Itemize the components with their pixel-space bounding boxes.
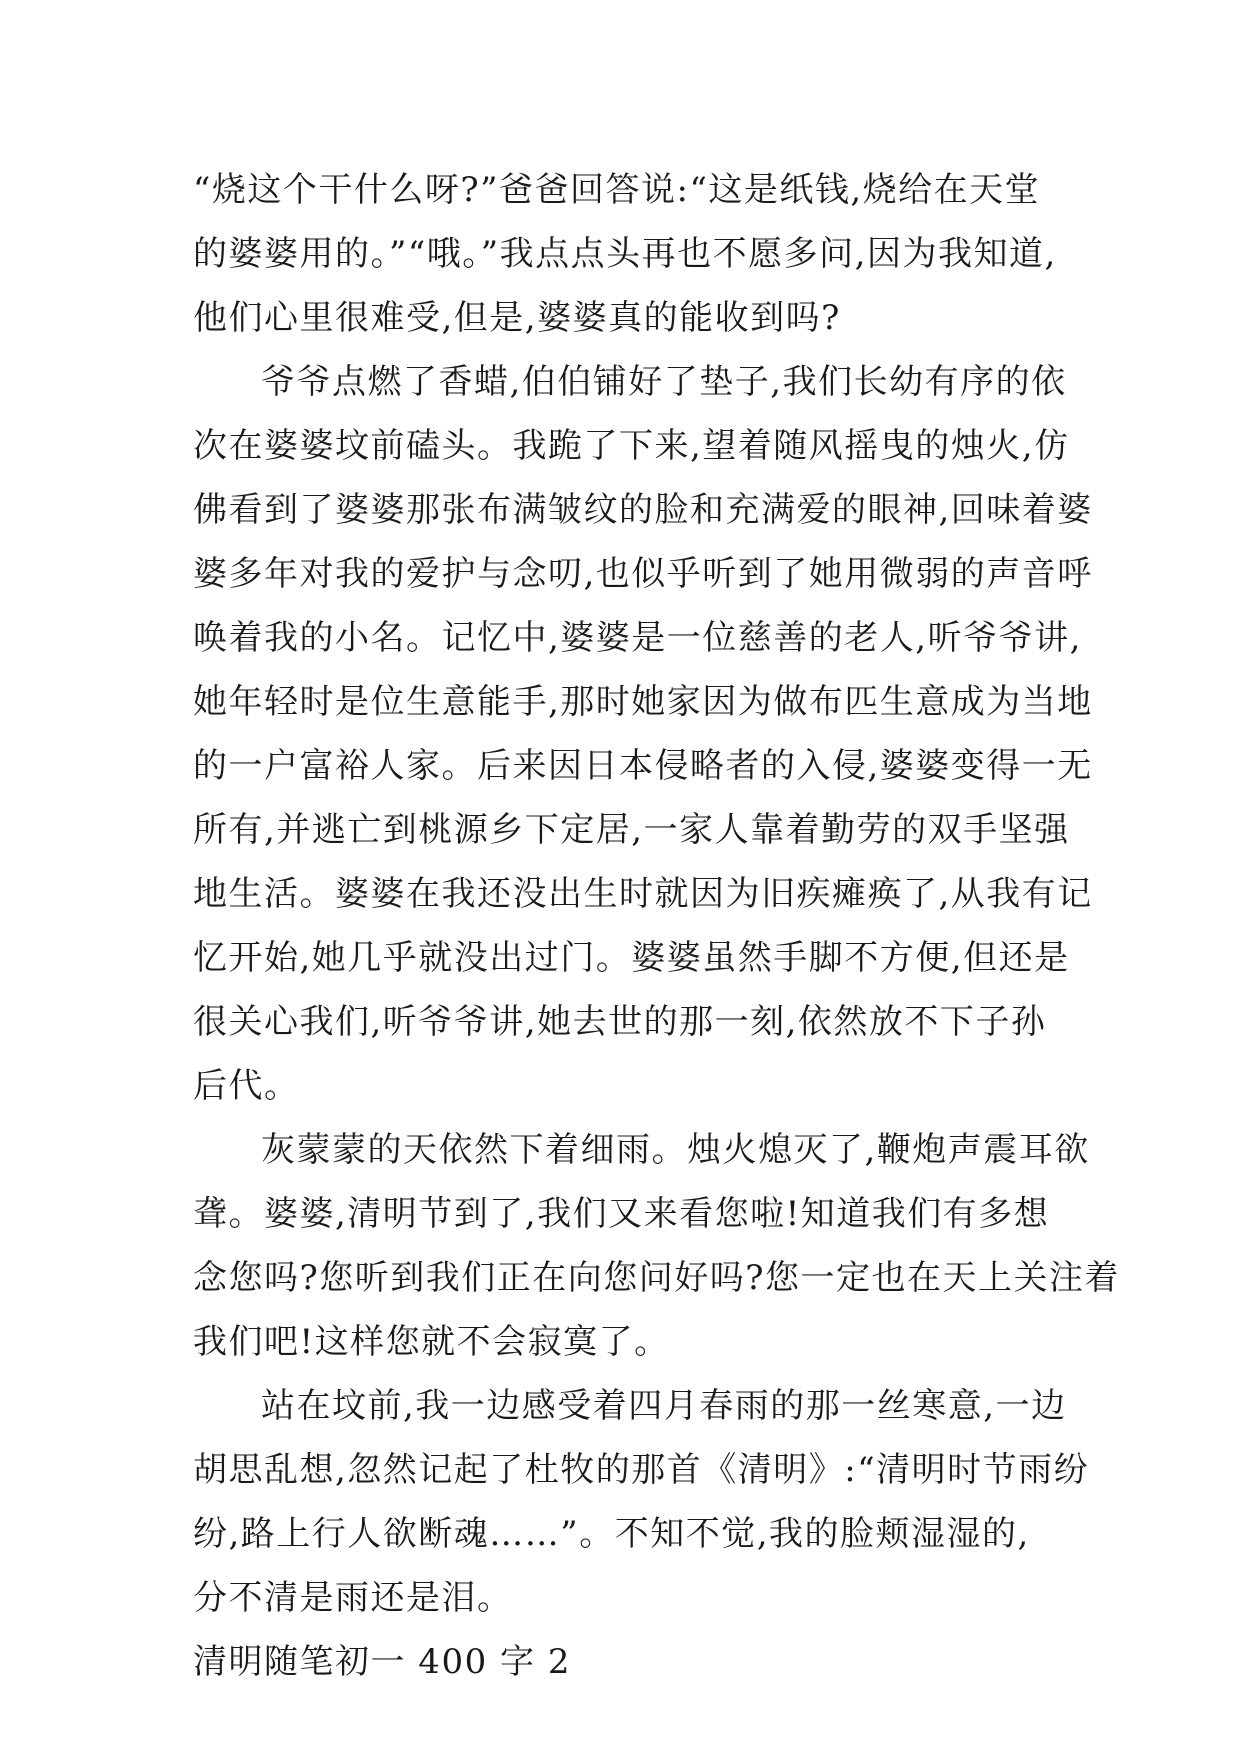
document-body <box>193 158 1120 1694</box>
section-heading: 清明随笔初一 400 字 2 <box>193 1642 571 1682</box>
text-line: 灰蒙蒙的天依然下着细雨。烛火熄灭了,鞭炮声震耳欲 <box>261 1130 1090 1170</box>
text-line: 爷爷点燃了香蜡,伯伯铺好了垫子,我们长幼有序的依 <box>261 362 1067 402</box>
text-line: 次在婆婆坟前磕头。我跪了下来,望着随风摇曳的烛火,仿 <box>193 426 1070 466</box>
text-line: “烧这个干什么呀?”爸爸回答说:“这是纸钱,烧给在天堂 <box>193 170 1041 210</box>
text-line: 佛看到了婆婆那张布满皱纹的脸和充满爱的眼神,回味着婆 <box>193 490 1093 530</box>
text-line: 念您吗?您听到我们正在向您问好吗?您一定也在天上关注着 <box>193 1258 1120 1298</box>
text-line: 的婆婆用的。”“哦。”我点点头再也不愿多问,因为我知道, <box>193 234 1057 274</box>
text-line: 我们吧!这样您就不会寂寞了。 <box>193 1322 670 1362</box>
text-line: 地生活。婆婆在我还没出生时就因为旧疾瘫痪了,从我有记 <box>193 874 1093 914</box>
text-line: 忆开始,她几乎就没出过门。婆婆虽然手脚不方便,但还是 <box>193 938 1070 978</box>
text-line: 的一户富裕人家。后来因日本侵略者的入侵,婆婆变得一无 <box>193 746 1093 786</box>
text-line: 她年轻时是位生意能手,那时她家因为做布匹生意成为当地 <box>193 682 1093 722</box>
text-line: 后代。 <box>193 1066 300 1106</box>
text-line: 他们心里很难受,但是,婆婆真的能收到吗? <box>193 298 841 338</box>
text-line: 纷,路上行人欲断魂……”。不知不觉,我的脸颊湿湿的, <box>193 1514 1030 1554</box>
text-line: 聋。婆婆,清明节到了,我们又来看您啦!知道我们有多想 <box>193 1194 1050 1234</box>
text-line: 婆多年对我的爱护与念叨,也似乎听到了她用微弱的声音呼 <box>193 554 1093 594</box>
text-line: 所有,并逃亡到桃源乡下定居,一家人靠着勤劳的双手坚强 <box>193 810 1070 850</box>
text-line: 很关心我们,听爷爷讲,她去世的那一刻,依然放不下子孙 <box>193 1002 1047 1042</box>
text-line: 胡思乱想,忽然记起了杜牧的那首《清明》:“清明时节雨纷 <box>193 1450 1090 1490</box>
text-line: 站在坟前,我一边感受着四月春雨的那一丝寒意,一边 <box>261 1386 1067 1426</box>
text-line: 唤着我的小名。记忆中,婆婆是一位慈善的老人,听爷爷讲, <box>193 618 1082 658</box>
text-line: 分不清是雨还是泪。 <box>193 1578 513 1618</box>
